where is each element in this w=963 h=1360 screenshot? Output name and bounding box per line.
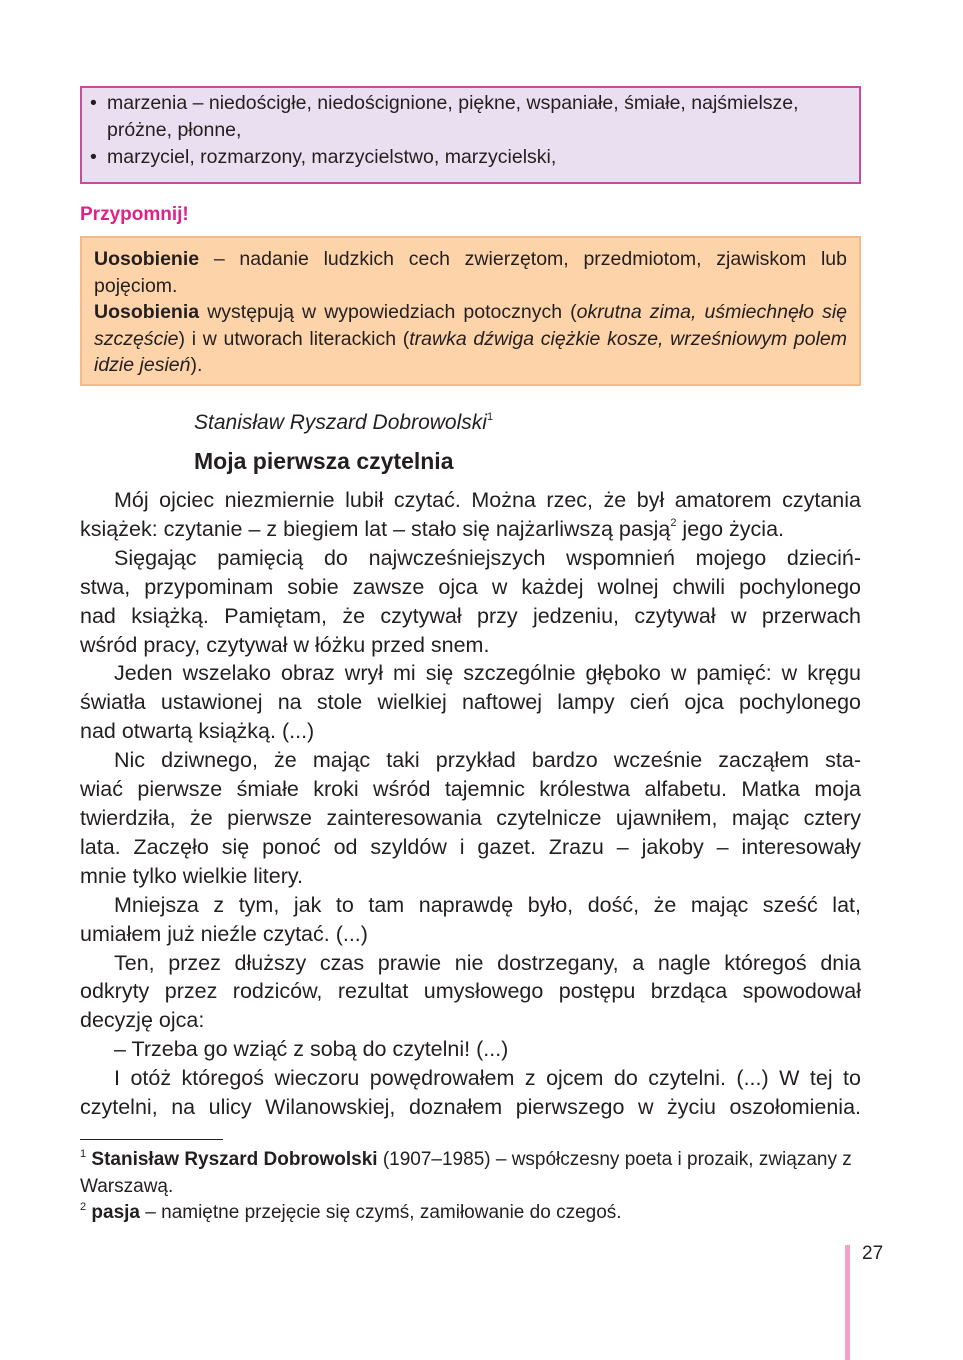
text-line: nad otwartą książką. (...) <box>80 719 315 744</box>
text-line: Mój ojciec niezmiernie lubił czytać. Można rzec, że był amatorem czytania <box>114 488 861 512</box>
definition-term: Uosobienie <box>94 248 200 270</box>
footnote-ref: 1 <box>486 411 494 423</box>
text-line: – Trzeba go wziąć z sobą do czytelni! (...) <box>114 1037 509 1062</box>
text-line: I otóż któregoś wieczoru powędrowałem z ojcem do czytelni. (...) W tej to <box>114 1066 861 1091</box>
footnote-term: pasja <box>91 1202 140 1223</box>
footnote-term: Stanisław Ryszard Dobrowolski <box>91 1149 378 1170</box>
bullet: • <box>90 146 97 168</box>
story-author <box>194 409 493 437</box>
page-edge-bar <box>845 1245 850 1360</box>
text-line: światła ustawionej na stole wielkiej naftowej lampy cień ojca pochylonego <box>80 690 861 715</box>
text-line: stwa, przypominam sobie zawsze ojca w każdej wolnej chwili pochylonego <box>80 574 861 599</box>
usage-term: Uosobienia <box>94 301 200 323</box>
footnote-ref: 2 <box>670 516 677 529</box>
usage-text: występują w wypowiedziach potocznych ( <box>199 301 577 323</box>
footnote-divider <box>80 1139 223 1140</box>
vocab-item-text: marzenia – niedościgłe, niedoścignione, piękne, wspaniałe, śmiałe, najśmielsze, próżne, płonne, <box>107 92 799 141</box>
text-line: mnie tylko wielkie litery. <box>80 863 304 888</box>
text-line: Ten, przez dłuższy czas prawie nie dostrzegany, a nagle któregoś dnia <box>114 950 861 975</box>
text-line: Nic dziwnego, że mając taki przykład bardzo wcześnie zacząłem sta- <box>114 748 861 773</box>
vocab-item-text: marzyciel, rozmarzony, marzycielstwo, marzycielski, <box>107 146 557 168</box>
page-number: 27 <box>862 1243 884 1264</box>
text-line: decyzję ojca: <box>80 1008 205 1033</box>
usage-text: ) i w utworach literackich ( <box>178 327 410 350</box>
footnote-number: 1 <box>80 1148 87 1160</box>
text-line <box>80 515 861 544</box>
footnote-text: (1907–1985) – współczesny poeta i prozaik, związany z Warszawą. <box>80 1149 852 1197</box>
text-line: czytelni, na ulicy Wilanowskiej, doznałem pierwszego w życiu oszołomienia. <box>80 1095 861 1120</box>
definition-paragraph <box>94 246 847 299</box>
bullet: • <box>90 92 97 114</box>
text-span: książek: czytanie – z biegiem lat – stało się najżarliwszą pasją <box>80 516 671 541</box>
story-text <box>80 486 861 1122</box>
text-span: jego życia. <box>676 516 785 541</box>
vocab-item <box>90 90 849 144</box>
example-colloquial: okrutna zima, uśmiechnęło się szczęście <box>94 301 847 350</box>
footnotes <box>80 1147 861 1227</box>
usage-text: ). <box>190 354 203 376</box>
footnote <box>80 1147 861 1200</box>
footnote-number: 2 <box>80 1201 87 1213</box>
text-line: Mniejsza z tym, jak to tam naprawdę było, dość, że mając sześć lat, <box>114 892 861 917</box>
vocab-item <box>90 144 849 171</box>
text-line: twierdziła, że pierwsze zainteresowania czytelnicze ujawniłem, mając cztery <box>80 805 861 830</box>
text-line: odkryty przez rodziców, rezultat umysłowego postępu brzdąca spowodował <box>80 979 861 1004</box>
text-line: umiałem już nieźle czytać. (...) <box>80 921 368 946</box>
text-line: wiać pierwsze śmiałe kroki wśród tajemnic królestwa alfabetu. Matka moja <box>80 777 861 802</box>
definition-text: – nadanie ludzkich cech zwierzętom, przedmiotom, zjawiskom lub pojęciom. <box>94 248 847 297</box>
story-title: Moja pierwsza czytelnia <box>194 448 454 474</box>
text-line: nad książką. Pamiętam, że czytywał przy jedzeniu, czytywał w przerwach <box>80 603 861 628</box>
footnote <box>80 1200 861 1227</box>
footnote-text: – namiętne przejęcie się czymś, zamiłowanie do czegoś. <box>140 1202 622 1223</box>
remember-heading: Przypomnij! <box>80 204 189 225</box>
example-literary: trawka dźwiga ciężkie kosze, wrześniowym polem idzie jesień <box>94 327 847 376</box>
definition-box <box>80 236 861 386</box>
text-line: lata. Zaczęło się ponoć od szyldów i gazet. Zrazu – jakoby – interesowały <box>80 834 861 859</box>
text-line: Jeden wszelako obraz wrył mi się szczególnie głęboko w pamięć: w kręgu <box>114 661 861 686</box>
vocabulary-box <box>80 86 861 184</box>
author-name: Stanisław Ryszard Dobrowolski <box>194 411 487 434</box>
text-line: Sięgając pamięcią do najwcześniejszych wspomnień mojego dzieciń- <box>114 545 861 570</box>
text-line: wśród pracy, czytywał w łóżku przed snem. <box>80 632 490 657</box>
usage-paragraph <box>94 299 847 379</box>
